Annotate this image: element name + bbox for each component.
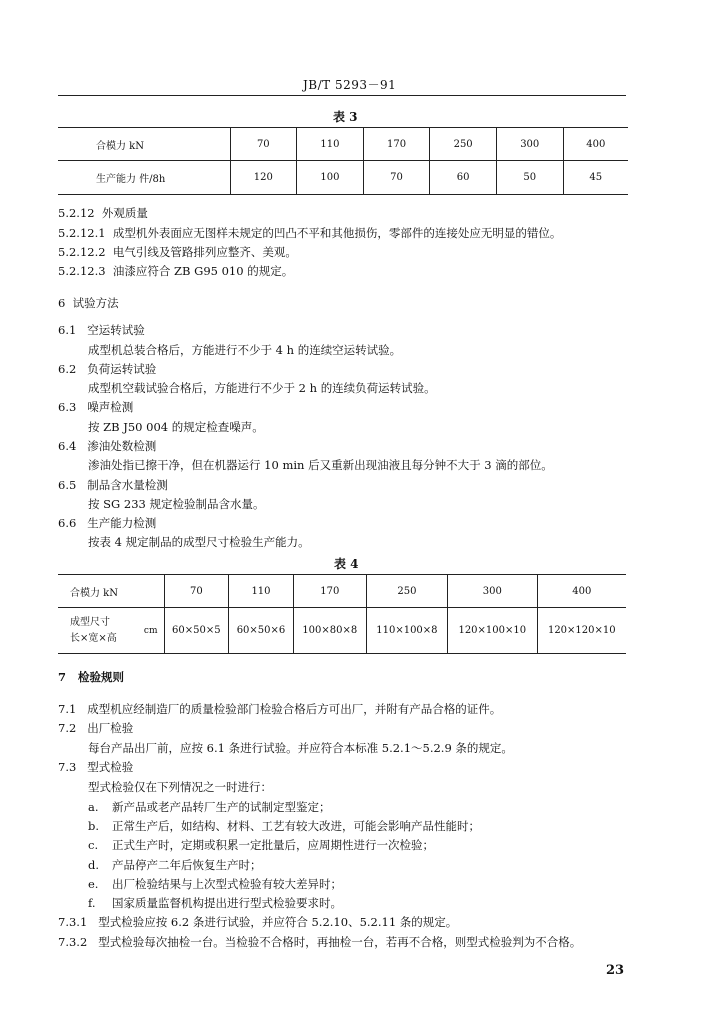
table4-row-label: [58, 608, 164, 654]
clause-6-2-title: [58, 362, 156, 376]
clause-5-2-12: [58, 206, 148, 220]
clause-title: 负荷运转试验: [87, 362, 157, 376]
clause-6-5-title: [58, 478, 168, 492]
clause-title: 型式检验: [87, 760, 134, 774]
table4-cell: 100×80×8: [293, 608, 366, 654]
clause-6-2-body: 成型机空载试验合格后，方能进行不少于 2 h 的连续负荷运转试验。: [88, 381, 436, 395]
list-text: 正常生产后，如结构、材料、工艺有较大改进，可能会影响产品性能时；: [112, 819, 480, 833]
clause-text: 成型机应经制造厂的质量检验部门检验合格后方可出厂，并附有产品合格的证件。: [87, 702, 502, 716]
clause-text: 电气引线及管路排列应整齐、美观。: [112, 245, 297, 259]
clause-text: 油漆应符合 ZB G95 010 的规定。: [112, 264, 294, 278]
clause-7-3-title: [58, 760, 133, 774]
table4-row-label: [58, 575, 164, 608]
section-num: 7: [58, 670, 67, 684]
clause-title: 渗油处数检测: [87, 439, 157, 453]
clause-7-2-title: [58, 721, 133, 735]
clause-text: 型式检验应按 6.2 条进行试验，并应符合 5.2.10、5.2.11 条的规定。: [98, 915, 458, 929]
list-item-b: [88, 819, 480, 833]
table4-caption: 表 4: [334, 557, 359, 571]
list-text: 新产品或老产品转厂生产的试制定型鉴定；: [112, 800, 331, 814]
table3-cell: 60: [430, 161, 497, 195]
clause-6-4-title: [58, 439, 156, 453]
clause-num: 6.4: [58, 439, 77, 453]
table3-row-capacity: [58, 161, 628, 195]
list-item-a: [88, 800, 331, 814]
clause-title: 出厂检验: [87, 721, 134, 735]
table4-cell: 250: [366, 575, 447, 608]
table4-cell: 300: [448, 575, 538, 608]
clause-title: 空运转试验: [87, 323, 145, 337]
table3-capacity-label: 生产能力 件/8h: [96, 174, 166, 185]
clause-6-5-body: 按 SG 233 规定检验制品含水量。: [88, 497, 265, 511]
table3-cell: 70: [230, 128, 297, 161]
table3-cell: 50: [496, 161, 563, 195]
section-title: 试验方法: [72, 296, 119, 310]
list-item-c: [88, 838, 434, 852]
table4-cell: 170: [293, 575, 366, 608]
clause-7-3-body: 型式检验仅在下列情况之一时进行：: [88, 780, 272, 794]
table4-size-unit: cm: [143, 625, 158, 636]
header-rule: [58, 95, 626, 96]
table4-force-label: 合模力 kN: [70, 587, 118, 599]
table3-row-label: [58, 128, 230, 161]
list-item-d: [88, 858, 262, 872]
list-key: b.: [88, 819, 100, 833]
clause-6-3-title: [58, 400, 133, 414]
table3: [58, 127, 628, 195]
clause-title: 制品含水量检测: [87, 478, 168, 492]
clause-num: 5.2.12: [58, 206, 95, 220]
table4-cell: 70: [164, 575, 229, 608]
list-text: 出厂检验结果与上次型式检验有较大差异时；: [112, 877, 342, 891]
table4-cell: 110: [229, 575, 294, 608]
clause-num: 5.2.12.3: [58, 264, 106, 278]
table4-row-force: [58, 575, 626, 608]
clause-6-6-body: 按表 4 规定制品的成型尺寸检验生产能力。: [88, 535, 310, 549]
table3-cell: 100: [297, 161, 364, 195]
table3-cell: 110: [297, 128, 364, 161]
list-key: c.: [88, 838, 99, 852]
clause-num: 7.3.2: [58, 935, 88, 949]
clause-num: 6.2: [58, 362, 77, 376]
list-key: f.: [88, 896, 96, 910]
list-text: 正式生产时，定期或积累一定批量后，应周期性进行一次检验；: [112, 838, 434, 852]
table3-cell: 70: [363, 161, 430, 195]
table4-size-label-line2: 长×宽×高: [70, 632, 117, 644]
list-text: 国家质量监督机构提出进行型式检验要求时。: [112, 896, 342, 910]
clause-num: 7.2: [58, 721, 77, 735]
section-6-title: [58, 296, 119, 310]
clause-title: 生产能力检测: [87, 516, 157, 530]
list-item-e: [88, 877, 342, 891]
table3-cell: 400: [563, 128, 628, 161]
clause-7-3-1: [58, 915, 457, 929]
table4-cell: 110×100×8: [366, 608, 447, 654]
clause-7-1: [58, 702, 501, 716]
table3-cell: 300: [496, 128, 563, 161]
clause-title: 噪声检测: [87, 400, 134, 414]
list-key: a.: [88, 800, 99, 814]
clause-5-2-12-2: [58, 245, 297, 259]
list-item-f: [88, 896, 342, 910]
clause-num: 6.5: [58, 478, 77, 492]
table4-cell: 120×120×10: [537, 608, 626, 654]
table3-cell: 120: [230, 161, 297, 195]
clause-num: 7.3.1: [58, 915, 88, 929]
clause-text: 型式检验每次抽检一台。当检验不合格时，再抽检一台，若再不合格，则型式检验判为不合格。: [98, 935, 582, 949]
clause-5-2-12-1: [58, 226, 561, 240]
table4-cell: 400: [537, 575, 626, 608]
table3-row-label: [58, 161, 230, 195]
clause-6-1-title: [58, 323, 145, 337]
list-key: e.: [88, 877, 99, 891]
clause-num: 7.3: [58, 760, 77, 774]
table4-cell: 60×50×5: [164, 608, 229, 654]
clause-6-4-body: 渗油处指已擦干净，但在机器运行 10 min 后又重新出现油液且每分钟不大于 3 滴的部位。: [88, 458, 553, 472]
table3-caption: 表 3: [333, 110, 358, 124]
table4: [58, 574, 626, 654]
clause-6-6-title: [58, 516, 156, 530]
section-num: 6: [58, 296, 66, 310]
table4-cell: 60×50×6: [229, 608, 294, 654]
clause-7-2-body: 每台产品出厂前，应按 6.1 条进行试验。并应符合本标准 5.2.1～5.2.9 条的规定。: [88, 741, 513, 755]
table3-force-label: 合模力 kN: [96, 140, 144, 152]
table3-cell: 250: [430, 128, 497, 161]
list-text: 产品停产二年后恢复生产时；: [112, 858, 262, 872]
table3-row-force: [58, 128, 628, 161]
clause-6-1-body: 成型机总装合格后，方能进行不少于 4 h 的连续空运转试验。: [88, 343, 402, 357]
standard-code: JB/T 5293－91: [303, 78, 397, 92]
clause-7-3-2: [58, 935, 581, 949]
table4-row-size: [58, 608, 626, 654]
table4-size-label-line1: 成型尺寸: [70, 616, 110, 628]
table3-cell: 170: [363, 128, 430, 161]
clause-6-3-body: 按 ZB J50 004 的规定检查噪声。: [88, 420, 264, 434]
section-title: 检验规则: [78, 670, 125, 684]
clause-num: 5.2.12.1: [58, 226, 106, 240]
page-number: 23: [606, 963, 625, 978]
clause-text: 成型机外表面应无图样未规定的凹凸不平和其他损伤，零部件的连接处应无明显的错位。: [112, 226, 562, 240]
clause-num: 6.3: [58, 400, 77, 414]
list-key: d.: [88, 858, 100, 872]
clause-text: 外观质量: [101, 206, 148, 220]
clause-num: 7.1: [58, 702, 77, 716]
clause-num: 5.2.12.2: [58, 245, 106, 259]
clause-num: 6.1: [58, 323, 77, 337]
clause-num: 6.6: [58, 516, 77, 530]
section-7-title: [58, 670, 124, 684]
table4-cell: 120×100×10: [448, 608, 538, 654]
clause-5-2-12-3: [58, 264, 293, 278]
table3-cell: 45: [563, 161, 628, 195]
